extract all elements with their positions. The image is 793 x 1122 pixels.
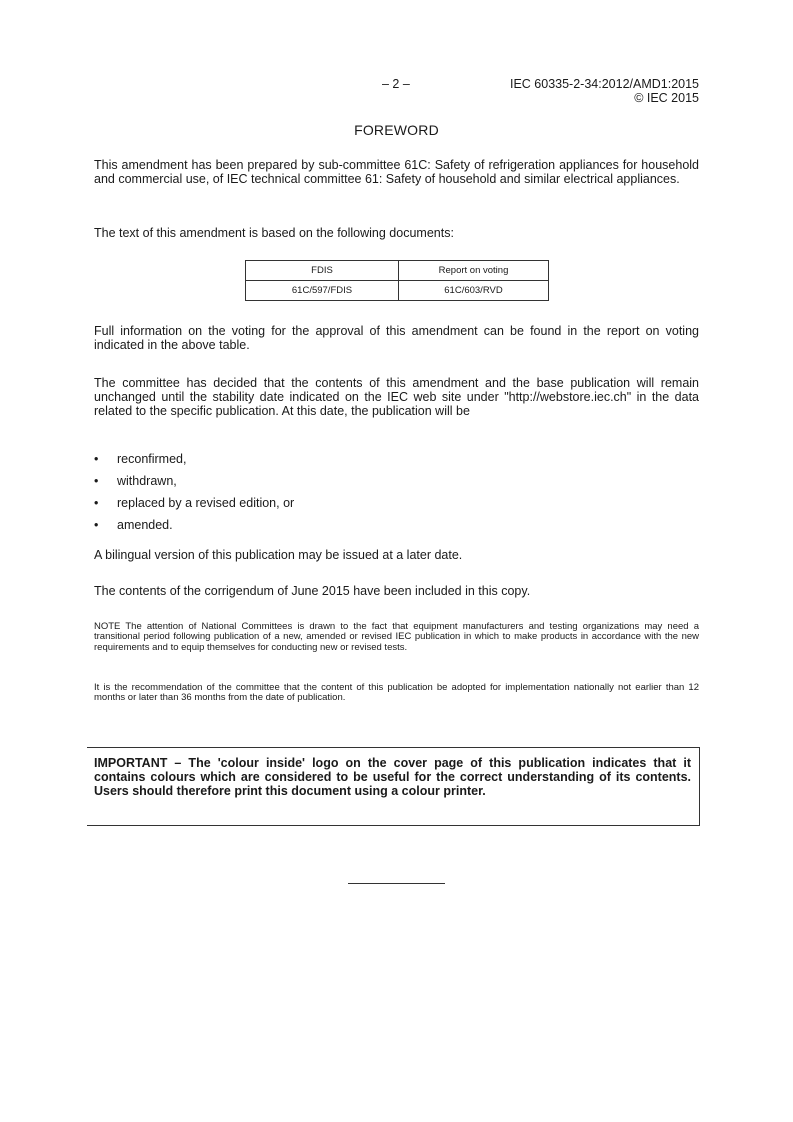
important-box <box>87 747 700 826</box>
list-item: • reconfirmed, <box>94 452 294 474</box>
list-item: • amended. <box>94 518 294 540</box>
note-text: NOTE The attention of National Committees is drawn to the fact that equipment manufacturers and testing organizations may need a transitional period following publication of a new, amended or revised IEC publication in which to make products in accordance with the new requirements and to equip themselves for conducting new or revised tests. <box>94 621 699 653</box>
table-header-row <box>246 261 549 281</box>
important-text: IMPORTANT – The 'colour inside' logo on the cover page of this publication indicates that it contains colours which are considered to be useful for the correct understanding of its contents. Users should therefore print this document using a colour printer. <box>94 756 691 798</box>
page-number: – 2 – <box>382 77 410 91</box>
paragraph-bilingual: A bilingual version of this publication may be issued at a later date. <box>94 548 463 562</box>
paragraph-prepared-by: This amendment has been prepared by sub-committee 61C: Safety of refrigeration appliances for household and commercial use, of IEC technical committee 61: Safety of household and similar electrical appliances. <box>94 158 699 186</box>
standard-reference: IEC 60335-2-34:2012/AMD1:2015 <box>509 77 699 91</box>
list-item: • replaced by a revised edition, or <box>94 496 294 518</box>
table-header-report: Report on voting <box>399 261 549 281</box>
page-title: FOREWORD <box>354 122 439 138</box>
paragraph-stability-date: The committee has decided that the contents of this amendment and the base publication will remain unchanged until the stability date indicated on the IEC web site under "http://webstore.iec.ch" in the data related to the specific publication. At this date, the publication will be <box>94 376 699 418</box>
copyright-notice: © IEC 2015 <box>634 91 699 105</box>
paragraph-corrigendum: The contents of the corrigendum of June 2015 have been included in this copy. <box>94 584 531 598</box>
outcome-list <box>94 452 294 540</box>
recommendation-text: It is the recommendation of the committee that the content of this publication be adopted for implementation nationally not earlier than 12 months or later than 36 months from the date of publication. <box>94 682 699 704</box>
table-cell-fdis: 61C/597/FDIS <box>246 281 399 301</box>
table-header-fdis: FDIS <box>246 261 399 281</box>
table-cell-rvd: 61C/603/RVD <box>399 281 549 301</box>
end-rule <box>348 883 445 884</box>
paragraph-voting-info: Full information on the voting for the approval of this amendment can be found in the report on voting indicated in the above table. <box>94 324 699 352</box>
header-reference <box>510 77 699 105</box>
documents-table <box>245 260 549 301</box>
list-item: • withdrawn, <box>94 474 294 496</box>
paragraph-based-on: The text of this amendment is based on the following documents: <box>94 226 454 240</box>
table-row <box>246 281 549 301</box>
